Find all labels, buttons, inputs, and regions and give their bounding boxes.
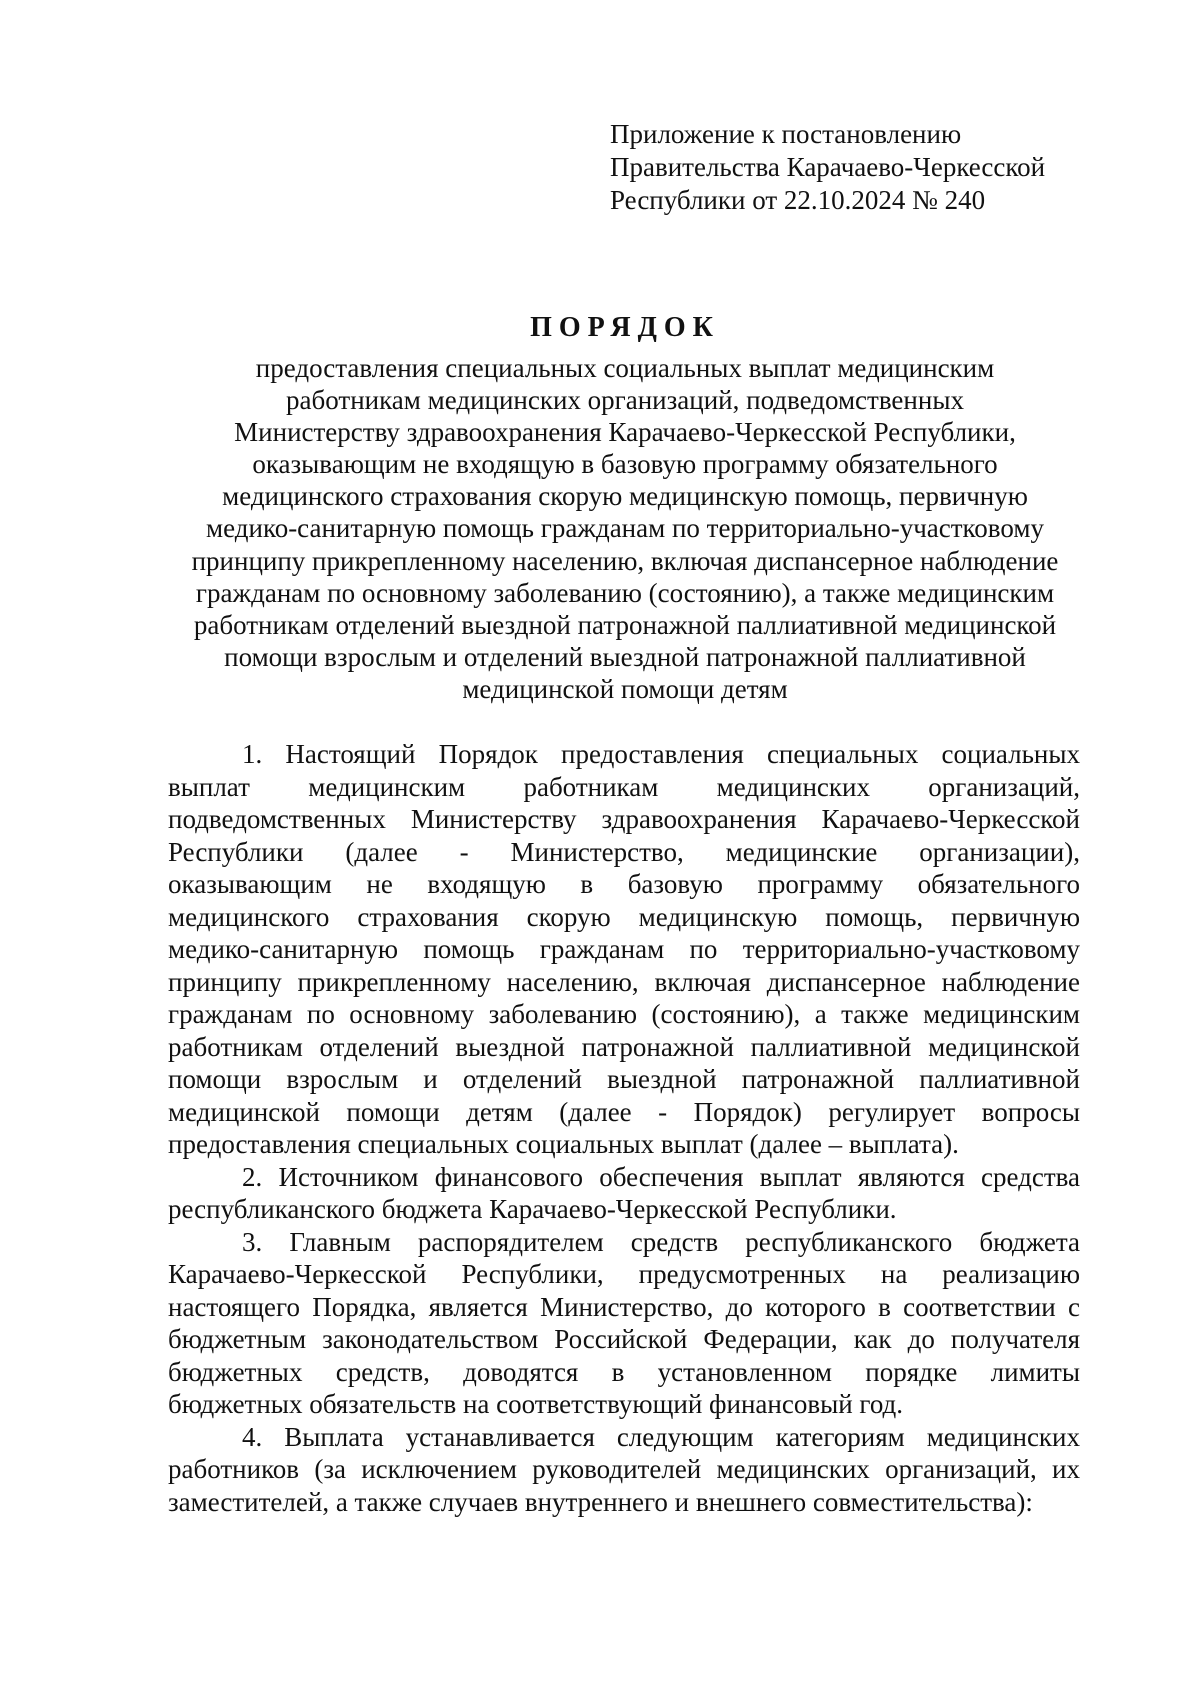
- document-title: ПОРЯДОК: [530, 312, 720, 343]
- text-line: медико-санитарную помощь гражданам по территориально-участковому: [168, 934, 1080, 964]
- subtitle-line: работникам медицинских организаций, подведомственных: [286, 385, 964, 416]
- document-subtitle: [160, 352, 1090, 705]
- subtitle-line: помощи взрослым и отделений выездной патронажной паллиативной: [224, 641, 1026, 672]
- appendix-header: [610, 118, 1130, 217]
- subtitle-line: медицинского страхования скорую медицинскую помощь, первичную: [222, 481, 1028, 512]
- text-line: бюджетным законодательством Российской Федерации, как до получателя: [168, 1324, 1080, 1354]
- text-line: помощи взрослым и отделений выездной патронажной паллиативной: [168, 1064, 1080, 1094]
- subtitle-line: медицинской помощи детям: [462, 673, 788, 704]
- subtitle-line: гражданам по основному заболеванию (состоянию), а также медицинским: [195, 577, 1055, 608]
- text-line: гражданам по основному заболеванию (состоянию), а также медицинским: [168, 999, 1080, 1029]
- text-line: заместителей, а также случаев внутреннего и внешнего совместительства):: [168, 1486, 1033, 1517]
- paragraph-1: [168, 738, 1080, 1161]
- text-line: медицинской помощи детям (далее - Порядок) регулирует вопросы: [168, 1096, 1080, 1127]
- text-line: предоставления специальных социальных выплат (далее – выплата).: [168, 1129, 959, 1159]
- subtitle-line: предоставления специальных социальных выплат медицинским: [255, 353, 995, 383]
- text-line: Карачаево-Черкесской Республики, предусмотренных на реализацию: [168, 1259, 1080, 1289]
- text-line: бюджетных средств, доводятся в установленном порядке лимиты: [168, 1356, 1080, 1387]
- subtitle-line: работникам отделений выездной патронажной паллиативной медицинской: [193, 609, 1057, 640]
- text-line: 4. Выплата устанавливается следующим категориям медицинских: [242, 1421, 1080, 1452]
- text-line: 2. Источником финансового обеспечения выплат являются средства: [242, 1161, 1080, 1192]
- appendix-line: Республики от 22.10.2024 № 240: [610, 185, 986, 215]
- text-line: 1. Настоящий Порядок предоставления специальных социальных: [242, 739, 1080, 769]
- text-line: оказывающим не входящую в базовую программу обязательного: [168, 869, 1080, 899]
- paragraph-4: [168, 1421, 1080, 1519]
- text-line: Республики (далее - Министерство, медицинские организации),: [168, 836, 1080, 867]
- subtitle-line: Министерству здравоохранения Карачаево-Черкесской Республики,: [234, 417, 1016, 448]
- subtitle-line: принципу прикрепленному населению, включая диспансерное наблюдение: [191, 545, 1059, 576]
- text-line: республиканского бюджета Карачаево-Черкесской Республики.: [168, 1194, 897, 1224]
- text-line: настоящего Порядка, является Министерство, до которого в соответствии с: [168, 1291, 1080, 1322]
- appendix-line: Приложение к постановлению: [610, 119, 962, 149]
- text-line: подведомственных Министерству здравоохранения Карачаево-Черкесской: [168, 804, 1080, 834]
- appendix-line: Правительства Карачаево-Черкесской: [610, 152, 1046, 182]
- text-line: работников (за исключением руководителей медицинских организаций, их: [168, 1454, 1080, 1484]
- text-line: работникам отделений выездной патронажной паллиативной медицинской: [168, 1031, 1080, 1062]
- text-line: выплат медицинским работникам медицинских организаций,: [168, 771, 1080, 802]
- subtitle-line: медико-санитарную помощь гражданам по территориально-участковому: [206, 513, 1044, 544]
- text-line: принципу прикрепленному населению, включая диспансерное наблюдение: [168, 966, 1080, 997]
- document-body: [168, 738, 1080, 1518]
- paragraph-3: [168, 1226, 1080, 1421]
- paragraph-2: [168, 1161, 1080, 1226]
- text-line: медицинского страхования скорую медицинскую помощь, первичную: [168, 901, 1080, 932]
- text-line: 3. Главным распорядителем средств республиканского бюджета: [242, 1226, 1080, 1257]
- text-line: бюджетных обязательств на соответствующий финансовый год.: [168, 1389, 904, 1419]
- subtitle-line: оказывающим не входящую в базовую программу обязательного: [252, 449, 998, 480]
